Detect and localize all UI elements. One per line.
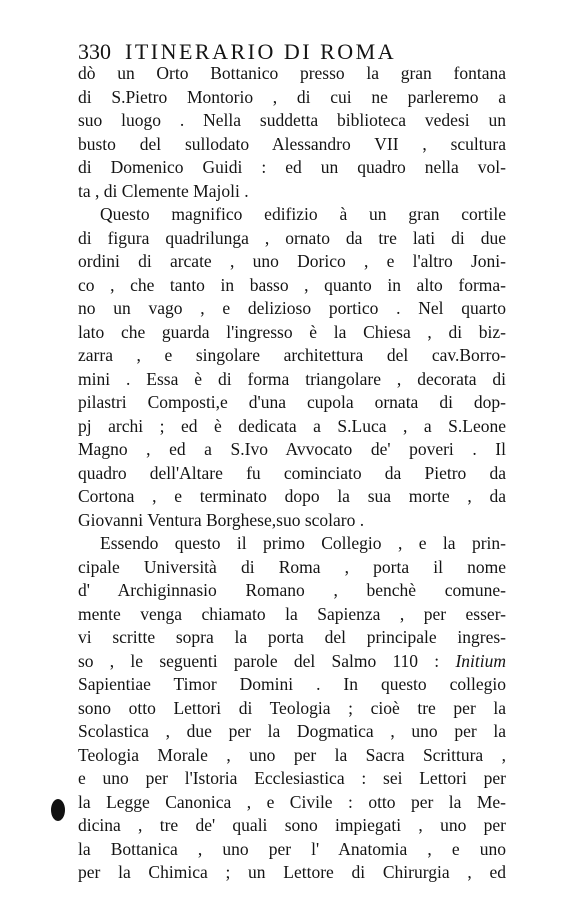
text-line: busto del sullodato Alessandro VII , scultura — [78, 133, 506, 154]
paragraph-2 — [78, 203, 506, 532]
binding-edge-ornament — [481, 0, 561, 900]
text-line: Giovanni Ventura Borghese,suo scolaro . — [78, 509, 365, 530]
text-line: Cortona , e terminato dopo la sua morte , da — [78, 486, 506, 506]
text-line: lato che guarda l'ingresso è la Chiesa , di biz- — [78, 321, 506, 342]
paragraph-1 — [78, 62, 506, 203]
text-line: suo luogo . Nella suddetta biblioteca vedesi un — [78, 110, 506, 130]
text-line: Teologia Morale , uno per la Sacra Scrittura , — [78, 744, 506, 765]
page-body — [78, 62, 506, 885]
ink-blot — [48, 795, 68, 825]
text-line: Magno , ed a S.Ivo Avvocato de' poveri . Il — [78, 439, 506, 459]
text-line: co , che tanto in basso , quanto in alto forma- — [78, 274, 506, 295]
text-line: vi scritte sopra la porta del principale ingres- — [78, 627, 506, 647]
text-line: e uno per l'Istoria Ecclesiastica : sei Lettori per — [78, 768, 506, 788]
text-line: la Legge Canonica , e Civile : otto per la Me- — [78, 791, 506, 812]
text-line: Scolastica , due per la Dogmatica , uno per la — [78, 721, 506, 741]
text-line: pj archi ; ed è dedicata a S.Luca , a S.Leone — [78, 415, 506, 436]
text-line: mente venga chiamato la Sapienza , per esser- — [78, 603, 506, 624]
text-line: quadro dell'Altare fu cominciato da Pietro da — [78, 462, 506, 483]
text-line: d' Archiginnasio Romano , benchè comune- — [78, 580, 506, 600]
text-line: pilastri Composti,e d'una cupola ornata di dop- — [78, 392, 506, 412]
text-line: Essendo questo il primo Collegio , e la prin- — [100, 533, 506, 553]
text-line: dicina , tre de' quali sono impiegati , uno per — [78, 815, 506, 835]
text-segment: so , le seguenti parole del Salmo 110 : — [78, 650, 440, 671]
text-line: zarra , e singolare architettura del cav.Borro- — [78, 345, 506, 365]
text-line: la Bottanica , uno per l' Anatomia , e uno — [78, 838, 506, 859]
paragraph-3 — [78, 532, 506, 885]
text-line: Questo magnifico edifizio à un gran cortile — [100, 204, 506, 224]
text-line: mini . Essa è di forma triangolare , decorata di — [78, 368, 506, 389]
text-line-with-italic — [78, 650, 506, 674]
running-title: ITINERARIO DI ROMA — [125, 39, 397, 64]
text-line: dò un Orto Bottanico presso la gran fontana — [78, 63, 506, 83]
text-line: no un vago , e delizioso portico . Nel quarto — [78, 298, 506, 318]
text-line: ordini di arcate , uno Dorico , e l'altro Joni- — [78, 251, 506, 271]
italic-quotation: Initium — [455, 650, 506, 671]
text-line: cipale Università di Roma , porta il nome — [78, 556, 506, 577]
text-line: ta , di Clemente Majoli . — [78, 180, 249, 201]
text-line: di Domenico Guidi : ed un quadro nella vol- — [78, 157, 506, 177]
text-line: per la Chimica ; un Lettore di Chirurgia , ed — [78, 862, 506, 882]
text-line: di figura quadrilunga , ornato da tre lati di due — [78, 227, 506, 248]
text-line: sono otto Lettori di Teologia ; cioè tre per la — [78, 697, 506, 718]
page-number: 330 — [78, 39, 111, 64]
text-line: di S.Pietro Montorio , di cui ne parleremo a — [78, 86, 506, 107]
text-line: Sapientiae Timor Domini . In questo collegio — [78, 674, 506, 694]
